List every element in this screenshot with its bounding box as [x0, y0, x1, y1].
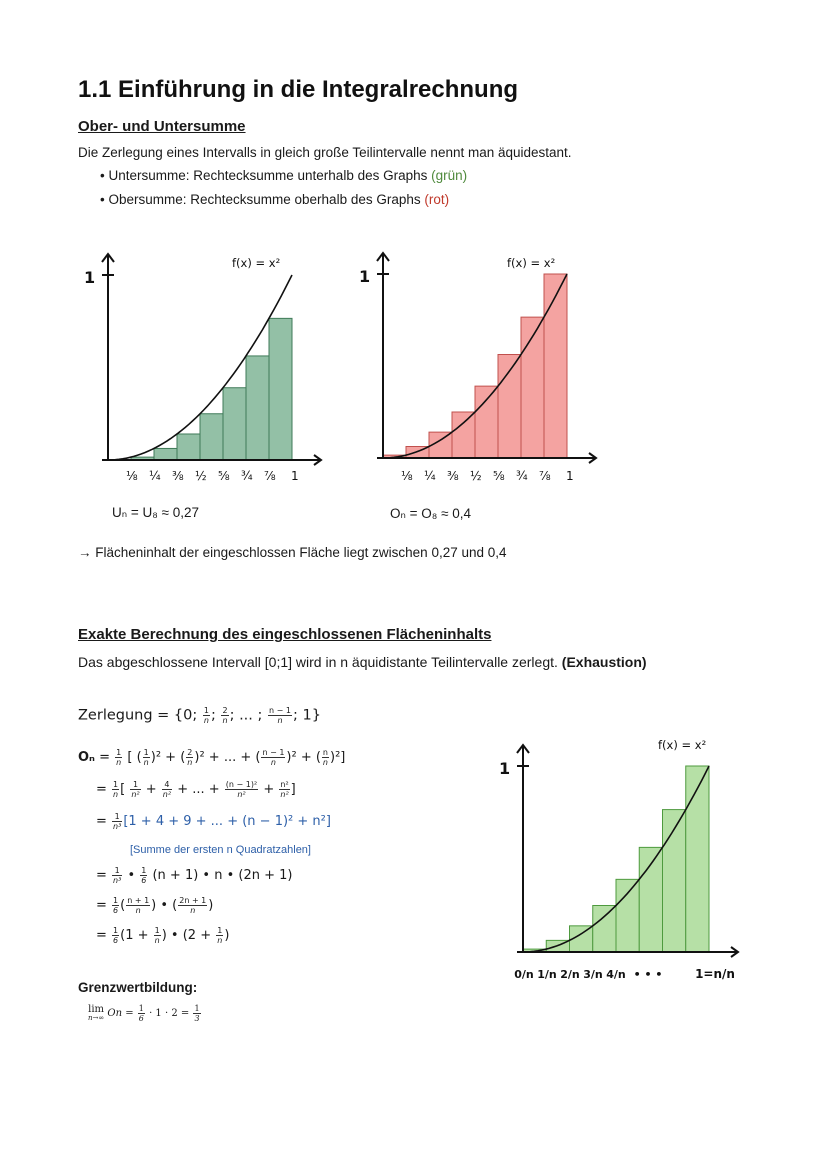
bar-4	[452, 412, 475, 458]
zerlegung-formula: Zerlegung = {0; $\frac{1}{n}$ ; $\frac{2}{n}$ ; ... ; $\frac{n - 1}{n}$ ; 1}	[78, 706, 321, 725]
section2-intro: Das abgeschlossene Intervall [0;1] wird in n äquidistante Teilintervalle zerlegt. (Exhaustion)	[78, 654, 647, 670]
function-label: f(x) = x²	[658, 738, 707, 752]
function-label: f(x) = x²	[507, 256, 556, 270]
bullet-untersumme: • Untersumme: Rechtecksumme unterhalb des Graphs (grün)	[100, 168, 468, 183]
x-tick-label-6: ¾	[241, 469, 253, 483]
bullet-obersumme: • Obersumme: Rechtecksumme oberhalb des Graphs (rot)	[100, 192, 450, 207]
obersumme-chart	[345, 240, 615, 490]
x-tick-label-4: ½	[195, 469, 207, 483]
x-tick-label-5: ⅝	[493, 469, 505, 483]
on-line-2: = $\frac{1}{n}$ [ $\frac{1}{\text{n²}}$ + $\frac{4}{\text{n²}}$ + ... + $\frac{\text{(n − 1)²}}{\text{n²}}$ + $\frac{\text{n²}}{\text{n²}}$ ]	[96, 780, 296, 799]
bar-7	[246, 356, 269, 460]
grenzwert-heading: Grenzwertbildung:	[78, 980, 198, 995]
on-line-4: = $\frac{1}{\text{n³}}$ • $\frac{1}{6}$ (n + 1) • n • (2n + 1)	[96, 866, 293, 885]
on-line-3: = $\frac{1}{\text{n³}}$ [1 + 4 + 9 + ... + (n − 1)² + n²]	[96, 812, 331, 831]
section-heading-exakte-berechnung: Exakte Berechnung des eingeschlossenen Flächeninhalts	[78, 626, 492, 643]
limit-formula: lim n→∞ On = $\frac{1}{6}$ · 1 · 2 = $\frac{1}{3}$	[88, 1003, 200, 1023]
x-tick-label-7: ⅞	[539, 469, 551, 483]
section1-intro: Die Zerlegung eines Intervalls in gleich große Teilintervalle nennt man äquidestant.	[78, 145, 572, 160]
x-tick-label-8: 1	[566, 469, 574, 483]
x-tick-label-7: 1=n/n	[695, 967, 735, 981]
y-tick-label: 1	[499, 759, 511, 778]
on-line-1: Oₙ = $\frac{1}{n}$ [ ( $\frac{1}{n}$ )² + ( $\frac{2}{n}$ )² + ... + ( $\frac{n - 1}{n}$ )² + ( $\frac{n}{n}$ )²]	[78, 748, 346, 767]
x-tick-label-1: ⅛	[126, 469, 138, 483]
x-tick-label-4: ½	[470, 469, 482, 483]
on-line-6: = $\frac{1}{6}$ (1 + $\frac{1}{n}$ ) • (2 + $\frac{1}{n}$ )	[96, 926, 230, 945]
x-tick-label-3: ⅜	[447, 469, 459, 483]
x-tick-label-1: 0/n	[514, 968, 534, 981]
x-tick-label-8: 1	[291, 469, 299, 483]
bar-8	[269, 318, 292, 460]
sum-note: [Summe der ersten n Quadratzahlen]	[130, 844, 311, 856]
obersumme-general-chart	[490, 730, 750, 995]
bar-7	[521, 317, 544, 458]
page-title: 1.1 Einführung in die Integralrechnung	[78, 76, 519, 103]
bar-5	[475, 386, 498, 458]
x-tick-label-2: ¼	[149, 469, 161, 483]
bar-8	[686, 766, 709, 952]
untersumme-caption: Uₙ = U₈ ≈ 0,27	[112, 505, 200, 520]
bar-5	[616, 879, 639, 952]
x-tick-label-1: ⅛	[401, 469, 413, 483]
section-heading-ober-untersumme: Ober- und Untersumme	[78, 118, 246, 135]
x-tick-label-6: • • •	[633, 968, 663, 981]
y-tick-label: 1	[359, 267, 371, 286]
bar-3	[154, 448, 177, 460]
x-tick-label-2: ¼	[424, 469, 436, 483]
bar-4	[177, 434, 200, 460]
bar-6	[223, 388, 246, 460]
untersumme-chart	[70, 240, 340, 490]
x-tick-label-2: 1/n	[537, 968, 557, 981]
x-tick-label-3: ⅜	[172, 469, 184, 483]
on-line-5: = $\frac{1}{6}$ ( $\frac{n + 1}{n}$ ) • ( $\frac{2n + 1}{n}$ )	[96, 896, 214, 915]
bar-7	[663, 810, 686, 952]
x-tick-label-4: 3/n	[583, 968, 603, 981]
x-tick-label-6: ¾	[516, 469, 528, 483]
function-label: f(x) = x²	[232, 256, 281, 270]
conclusion-text: → Flächeninhalt der eingeschlossen Fläche liegt zwischen 0,27 und 0,4	[78, 545, 507, 560]
bar-4	[593, 906, 616, 953]
bar-8	[544, 274, 567, 458]
bar-5	[200, 414, 223, 460]
x-tick-label-7: ⅞	[264, 469, 276, 483]
x-tick-label-3: 2/n	[560, 968, 580, 981]
y-tick-label: 1	[84, 268, 96, 287]
x-tick-label-5: 4/n	[606, 968, 626, 981]
x-tick-label-5: ⅝	[218, 469, 230, 483]
obersumme-caption: Oₙ = O₈ ≈ 0,4	[390, 506, 472, 521]
